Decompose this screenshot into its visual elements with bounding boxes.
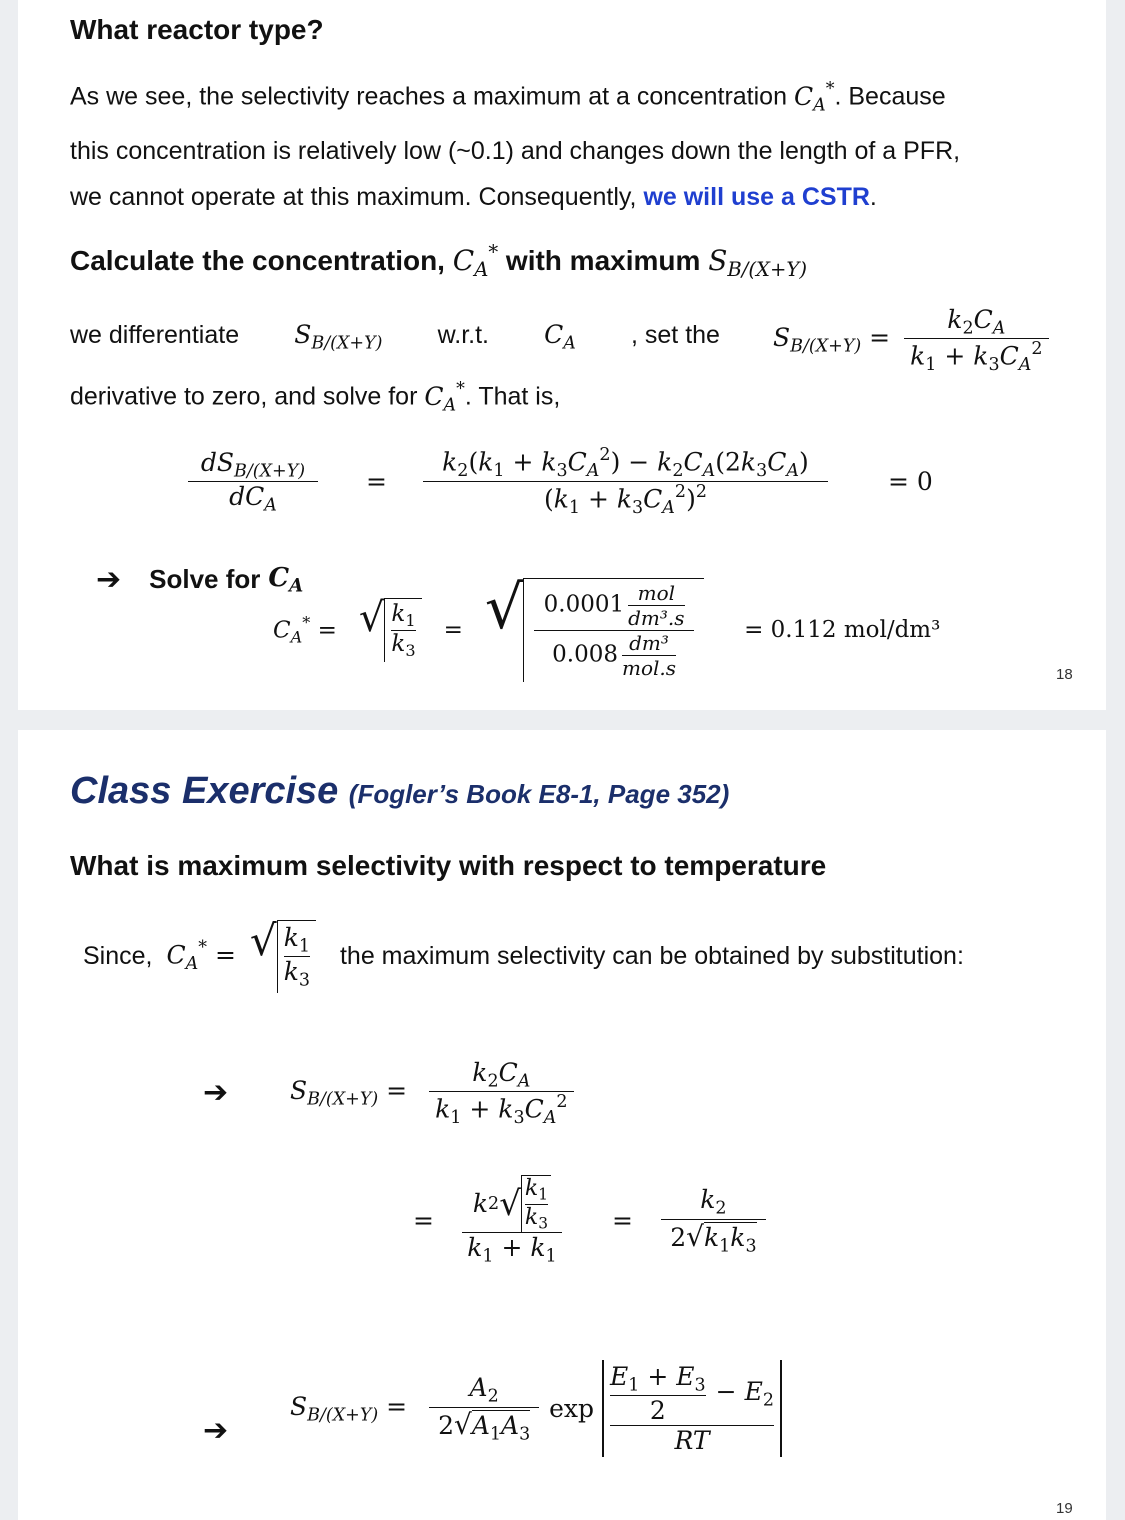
slide-19 [18,730,1106,1520]
right-arrow-icon: ➔ [203,1076,229,1109]
heading-max-selectivity: What is maximum selectivity with respect to temperature [70,850,827,881]
selectivity-temperature-equation: $S_{B/(X+Y)}$ = $\frac{A_2}{2√A_1A_3}$ exp $\frac{E_1 + E_3}{2}$ − $E_2$ RT [290,1360,782,1457]
selectivity-definition: $S_{B/(X+Y)}$ = $\frac{k_2C_A}{k_1 + k_3C_A^2}$ [773,305,1049,375]
heading-reactor-type: What reactor type? [70,14,324,45]
exp-label: exp [549,1394,595,1424]
derivative-equation: $\frac{dS_{B/(X+Y)}}{dC_A}$ = $\frac{k_2(k_1 + k_3C_A^2) - k_2C_A(2k_3C_A)}{(k_1 + k_3C_A^2)^2}$ = 0 [188,445,933,518]
page-number: 18 [1056,666,1073,683]
solve-for-label: ➔ Solve for $C_A$ [96,562,304,597]
paragraph-reactor-choice: As we see, the selectivity reaches a maximum at a concentration $C_A^*$. Because this concentration is relatively low (~0.1) and changes down the length of a PFR, we cannot operate at this maximum. Consequently, we will use a CSTR. [70,79,961,211]
ca-star-result: = 0.112 mol/dm³ [744,617,941,643]
right-arrow-icon: ➔ [203,1414,229,1447]
page-number: 19 [1056,1500,1073,1517]
right-arrow-icon: ➔ [96,563,122,596]
ca-star-calculation: $C_A^*$ = √ $\frac{k_1}{k_3}$ = √ 0.0001 $\frac{\text{mol}}{\text{dm³.s}}$ 0.008 $\frac{\text{dm³}}{\text{mol.s}}$ = 0.112 mol/dm³ [273,573,941,680]
ca-star-symbol: $C_A^*$ [793,79,835,115]
class-exercise-title: Class Exercise (Fogler’s Book E8-1, Page 352) [70,770,730,812]
selectivity-equation: $S_{B/(X+Y)}$ = $\frac{k_2C_A}{k_1 + k_3C_A^2}$ [290,1058,574,1128]
heading-calculate-concentration: Calculate the concentration, $C_A^*$ with maximum $S_{B/(X+Y)}$ [70,240,807,281]
substituted-selectivity: = k 2 √ $\frac{k_1}{k_3}$ $k_1 + k_1$ = $\frac{k_2}{2√k_1k_3}$ [413,1175,766,1266]
cstr-highlight: we will use a CSTR [643,182,870,211]
slide-18 [18,0,1106,710]
paragraph-differentiate: we differentiate $S_{B/(X+Y)}$ w.r.t. $C_A$ , set the derivative to zero, and solve for $C_A^*$. That is, [70,320,720,415]
since-statement: Since, $C_A^*$ = √ $\frac{k_1}{k_3}$ the maximum selectivity can be obtained by substitution: [83,916,964,991]
